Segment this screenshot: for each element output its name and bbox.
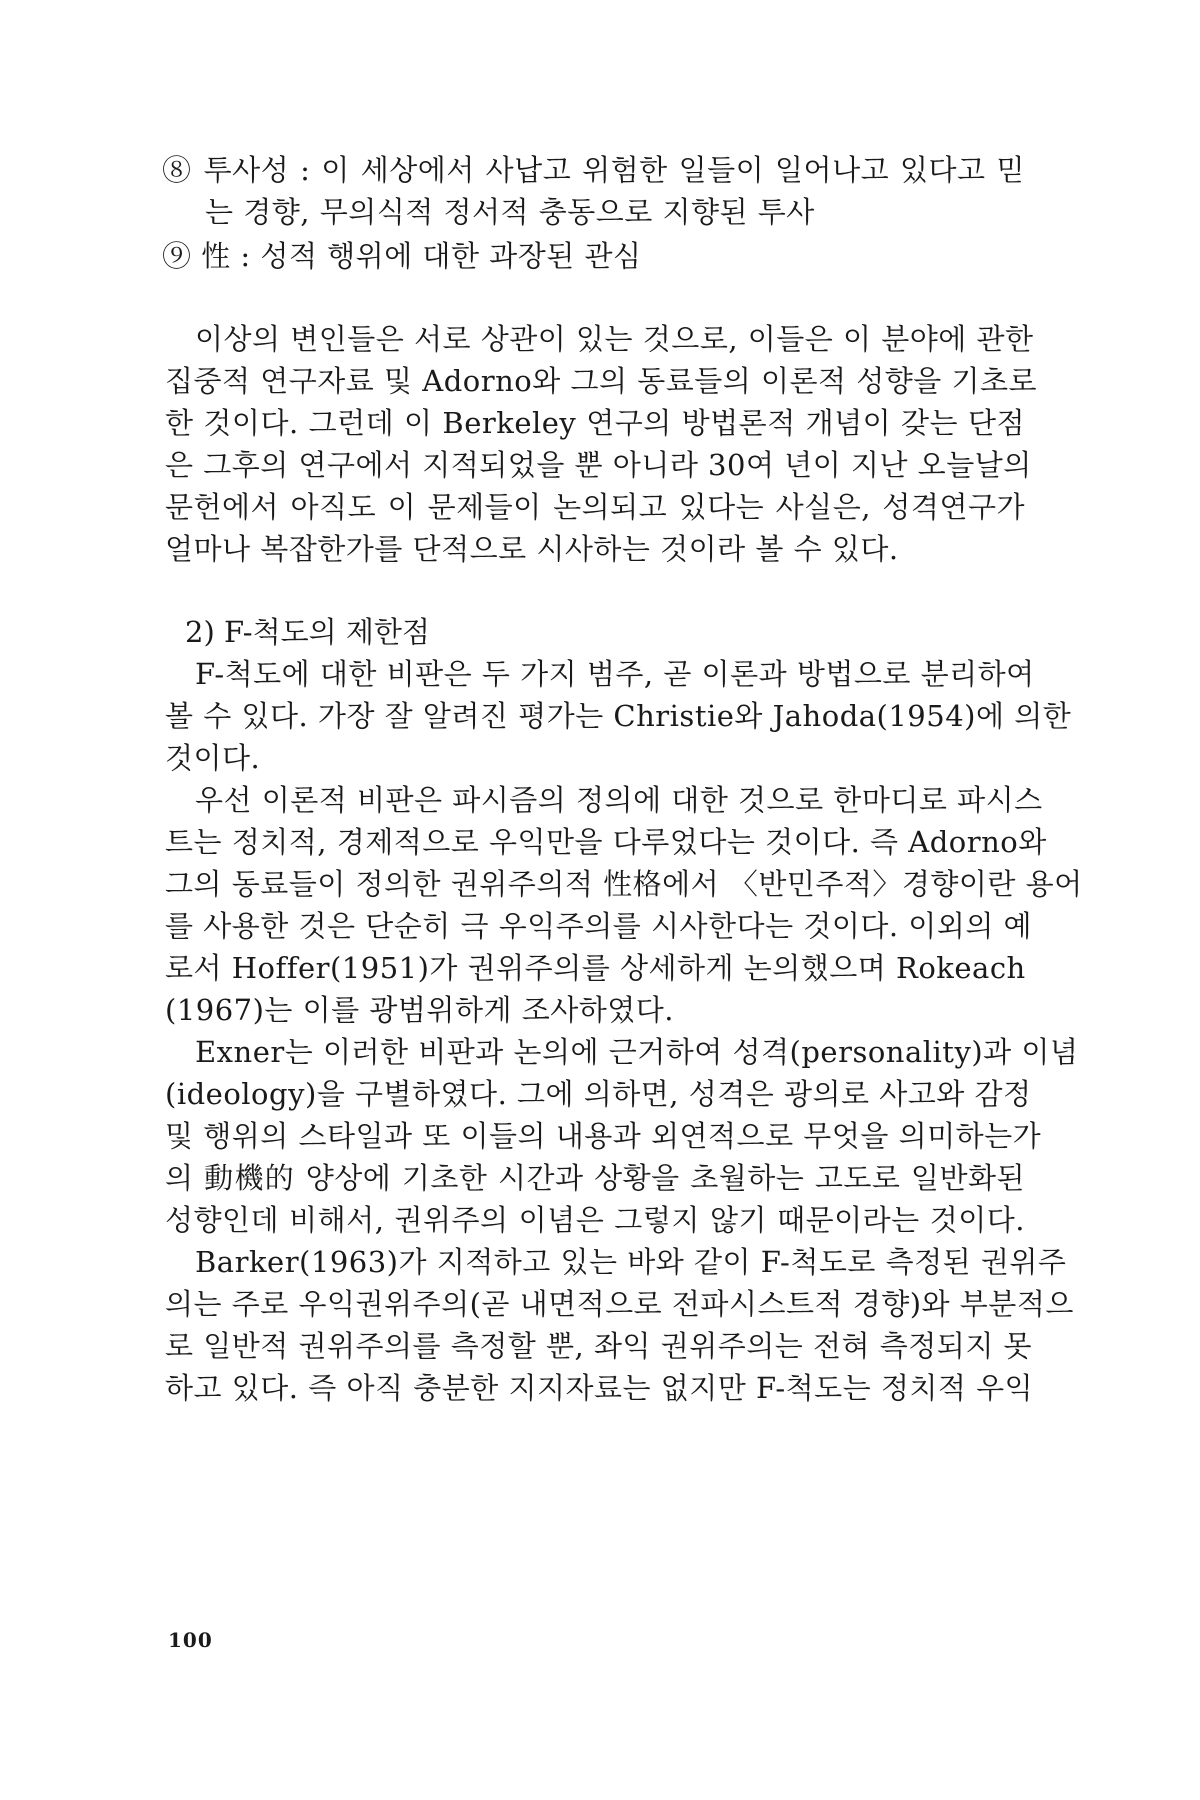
paragraph-3-line-4: 를 사용한 것은 단순히 극 우익주의를 시사한다는 것이다. 이외의 예 [165, 909, 1033, 943]
page-number: 100 [168, 1628, 213, 1652]
paragraph-4-line-3: 및 행위의 스타일과 또 이들의 내용과 외연적으로 무엇을 의미하는가 [165, 1119, 1042, 1153]
paragraph-2-line-2: 볼 수 있다. 가장 잘 알려진 평가는 Christie와 Jahoda(1954)에 의한 [165, 699, 1072, 733]
paragraph-3-line-5: 로서 Hoffer(1951)가 권위주의를 상세하게 논의했으며 Rokeach [165, 951, 1026, 985]
paragraph-1-line-4: 은 그후의 연구에서 지적되었을 뿐 아니라 30여 년이 지난 오늘날의 [165, 448, 1032, 482]
paragraph-3-line-2: 트는 정치적, 경제적으로 우익만을 다루었다는 것이다. 즉 Adorno와 [165, 825, 1047, 859]
paragraph-1-line-6: 얼마나 복잡한가를 단적으로 시사하는 것이라 볼 수 있다. [165, 532, 899, 566]
paragraph-5-line-1: Barker(1963)가 지적하고 있는 바와 같이 F-척도로 측정된 권위주 [195, 1245, 1067, 1279]
paragraph-1-line-5: 문헌에서 아직도 이 문제들이 논의되고 있다는 사실은, 성격연구가 [165, 490, 1025, 524]
list-item-projectivity-line-1: ⑧ 투사성 : 이 세상에서 사납고 위험한 일들이 일어나고 있다고 믿 [162, 153, 1025, 187]
paragraph-4-line-2: (ideology)을 구별하였다. 그에 의하면, 성격은 광의로 사고와 감정 [165, 1077, 1032, 1111]
paragraph-2-line-3: 것이다. [165, 741, 261, 775]
paragraph-4-line-1: Exner는 이러한 비판과 논의에 근거하여 성격(personality)과 이념 [195, 1035, 1079, 1069]
paragraph-5-line-3: 로 일반적 권위주의를 측정할 뿐, 좌익 권위주의는 전혀 측정되지 못 [165, 1329, 1033, 1363]
list-item-projectivity-line-2: 는 경향, 무의식적 정서적 충동으로 지향된 투사 [205, 195, 815, 229]
paragraph-4-line-5: 성향인데 비해서, 권위주의 이념은 그렇지 않기 때문이라는 것이다. [165, 1203, 1025, 1237]
paragraph-1-line-1: 이상의 변인들은 서로 상관이 있는 것으로, 이들은 이 분야에 관한 [195, 322, 1034, 356]
paragraph-3-line-6: (1967)는 이를 광범위하게 조사하였다. [165, 993, 674, 1027]
paragraph-5-line-2: 의는 주로 우익권위주의(곧 내면적으로 전파시스트적 경향)와 부분적으 [165, 1287, 1074, 1321]
paragraph-1-line-2: 집중적 연구자료 및 Adorno와 그의 동료들의 이론적 성향을 기초로 [165, 364, 1038, 398]
list-item-sex-line-1: ⑨ 性 : 성적 행위에 대한 과장된 관심 [162, 239, 642, 273]
paragraph-4-line-4: 의 動機的 양상에 기초한 시간과 상황을 초월하는 고도로 일반화된 [165, 1161, 1025, 1195]
paragraph-5-line-4: 하고 있다. 즉 아직 충분한 지지자료는 없지만 F-척도는 정치적 우익 [165, 1371, 1034, 1405]
paragraph-1-line-3: 한 것이다. 그런데 이 Berkeley 연구의 방법론적 개념이 갖는 단점 [165, 406, 1025, 440]
paragraph-2-line-1: F-척도에 대한 비판은 두 가지 범주, 곧 이론과 방법으로 분리하여 [195, 657, 1035, 691]
section-heading: 2) F-척도의 제한점 [185, 615, 430, 649]
paragraph-3-line-3: 그의 동료들이 정의한 권위주의적 性格에서 〈반민주적〉경향이란 용어 [165, 867, 1083, 901]
paragraph-3-line-1: 우선 이론적 비판은 파시즘의 정의에 대한 것으로 한마디로 파시스 [195, 783, 1043, 817]
